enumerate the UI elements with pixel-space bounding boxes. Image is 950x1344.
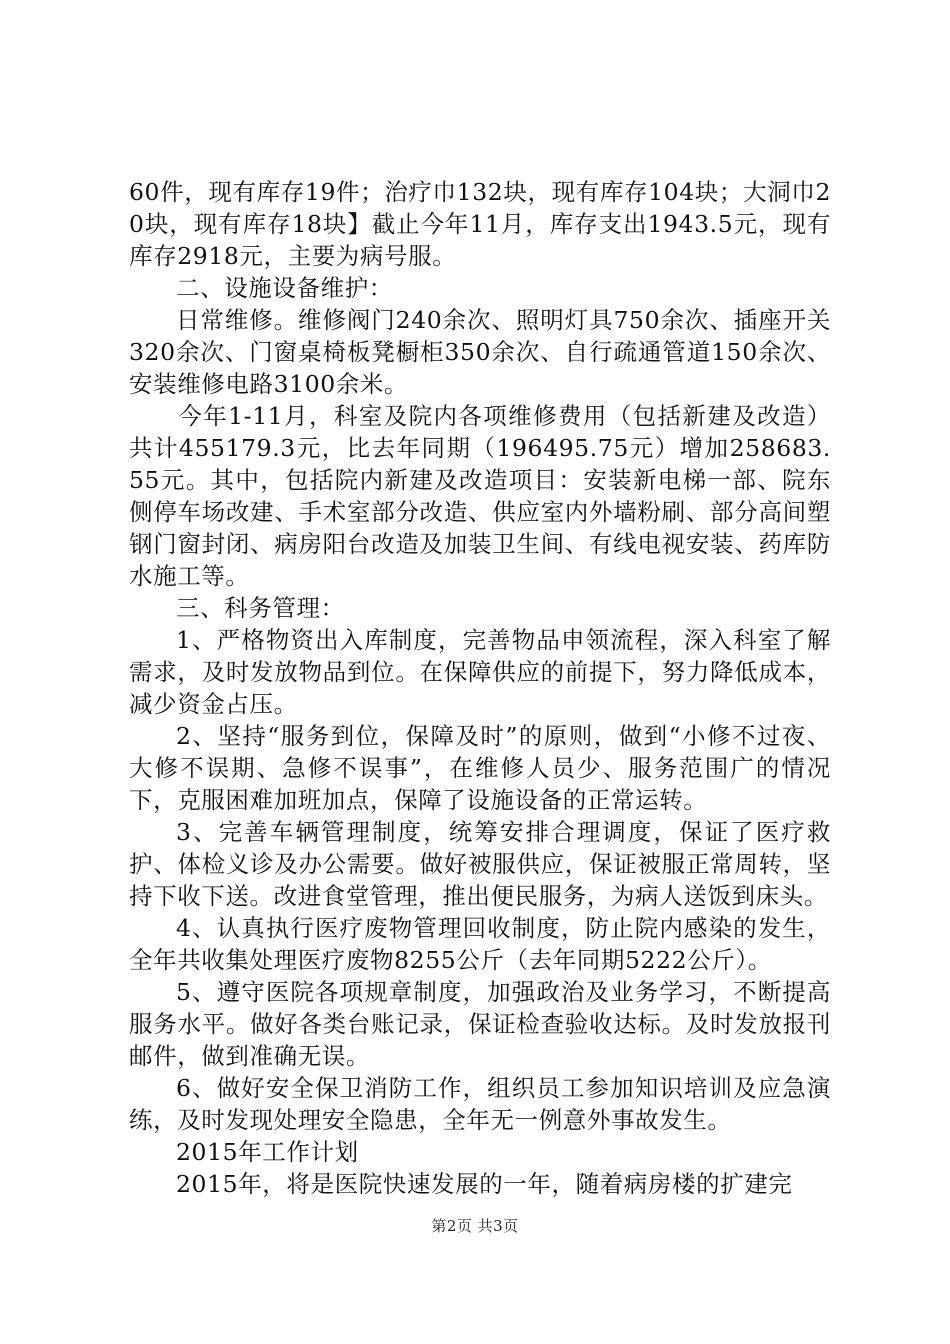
paragraph-item-6: 6、做好安全保卫消防工作，组织员工参加知识培训及应急演练，及时发现处理安全隐患，全年无一例意外事故发生。: [129, 1074, 831, 1134]
paragraph-2015-plan-intro: 2015年，将是医院快速发展的一年，随着病房楼的扩建完: [176, 1170, 793, 1198]
document-body: [129, 176, 831, 1200]
paragraph-item-4: 4、认真执行医疗废物管理回收制度，防止院内感染的发生，全年共收集处理医疗废物8255公斤（去年同期5222公斤）。: [129, 914, 831, 974]
heading-2015-work-plan: 2015年工作计划: [176, 1138, 359, 1166]
paragraph-item-5: 5、遵守医院各项规章制度，加强政治及业务学习，不断提高服务水平。做好各类台账记录，保证检查验收达标。及时发放报刊邮件，做到准确无误。: [129, 978, 831, 1070]
heading-department-management: 三、科务管理：: [176, 594, 345, 622]
paragraph-item-3: 3、完善车辆管理制度，统筹安排合理调度，保证了医疗救护、体检义诊及办公需要。做好被服供应，保证被服正常周转，坚持下收下送。改进食堂管理，推出便民服务，为病人送饭到床头。: [129, 818, 831, 910]
heading-facility-maintenance: 二、设施设备维护：: [176, 274, 393, 302]
page-footer: 第2页 共3页: [431, 1217, 519, 1235]
paragraph-daily-repairs: 日常维修。维修阀门240余次、照明灯具750余次、插座开关320余次、门窗桌椅板凳橱柜350余次、自行疏通管道150余次、安装维修电路3100余米。: [129, 306, 831, 398]
paragraph-inventory-continued: 60件，现有库存19件；治疗巾132块，现有库存104块；大洞巾20块，现有库存18块】截止今年11月，库存支出1943.5元，现有库存2918元，主要为病号服。: [129, 178, 831, 270]
paragraph-repair-costs: 今年1-11月，科室及院内各项维修费用（包括新建及改造）共计455179.3元，比去年同期（196495.75元）增加258683.55元。其中，包括院内新建及改造项目：安装新电梯一部、院东侧停车场改建、手术室部分改造、供应室内外墙粉刷、部分高间塑钢门窗封闭、病房阳台改造及加装卫生间、有线电视安装、药库防水施工等。: [129, 402, 831, 590]
paragraph-item-1: 1、严格物资出入库制度，完善物品申领流程，深入科室了解需求，及时发放物品到位。在保障供应的前提下，努力降低成本，减少资金占压。: [129, 626, 831, 718]
paragraph-item-2: 2、坚持“服务到位，保障及时”的原则，做到“小修不过夜、大修不误期、急修不误事”，在维修人员少、服务范围广的情况下，克服困难加班加点，保障了设施设备的正常运转。: [129, 722, 831, 814]
